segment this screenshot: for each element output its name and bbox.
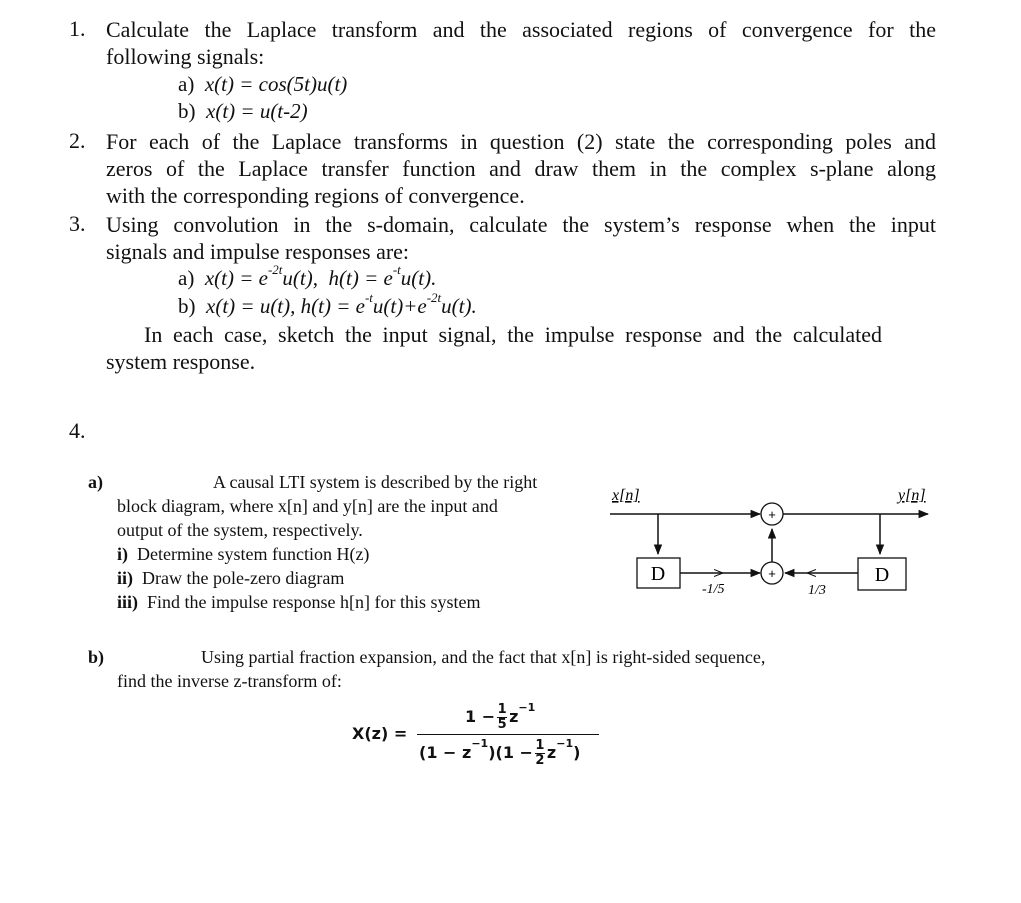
fraction-bar [417, 734, 599, 735]
q3-a [178, 262, 437, 291]
q3-a-h-exp: -t [392, 262, 401, 277]
q1-a-label: a) [178, 72, 195, 96]
num-lead: 1 − [465, 707, 496, 726]
q3-b-exp1: -t [364, 290, 373, 305]
formula-denominator [419, 737, 581, 768]
q1-b-label: b) [178, 99, 196, 123]
q4a-i-label: i) [117, 544, 128, 564]
input-label: x[n] [612, 487, 640, 504]
q4-number: 4. [69, 418, 86, 443]
q2-number: 2. [69, 128, 86, 153]
gain-right: 1/3 [808, 583, 826, 598]
q3-b-tail: u(t). [441, 294, 477, 318]
q1-b-expr: x(t) = u(t-2) [206, 99, 308, 123]
q3-note [106, 321, 882, 375]
den-frac-d: 2 [535, 753, 545, 768]
adder-bottom-sign: + [768, 566, 776, 581]
q3-a-x-tail: u(t), [282, 266, 318, 290]
num-frac-d: 5 [497, 717, 507, 732]
num-frac-n: 1 [497, 702, 507, 717]
q3-line1: Using convolution in the s-domain, calculate the system’s response when the input [106, 212, 936, 237]
q3-b-label: b) [178, 294, 196, 318]
block-diagram [600, 478, 940, 608]
den-tail: z [546, 743, 557, 762]
den-frac [535, 740, 545, 767]
q3-b-x: x(t) = u(t), h(t) = e [206, 294, 365, 318]
q3-a-h-tail: u(t). [400, 266, 437, 290]
q3-a-h: h(t) = e [328, 266, 393, 290]
q3-a-x: x(t) = e [204, 266, 268, 290]
den-frac-n: 1 [535, 738, 545, 753]
q1-a-expr: x(t) = cos(5t)u(t) [204, 72, 348, 96]
q1-line2: following signals: [106, 44, 265, 69]
formula-fraction [417, 694, 599, 770]
den-close: ) [573, 743, 581, 762]
q3-number: 3. [69, 211, 86, 236]
q4a-line1: A causal LTI system is described by the right [213, 472, 538, 492]
q3-note-line2: system response. [106, 349, 256, 374]
q2-line2: zeros of the Laplace transfer function and draw them in the complex s-plane along [106, 156, 936, 181]
q1-b [178, 99, 308, 124]
q2-text [106, 128, 936, 209]
den-exp1: −1 [471, 737, 489, 750]
num-frac [497, 704, 507, 731]
q4b-text [117, 645, 837, 693]
den-exp2: −1 [556, 737, 574, 750]
q2-line3: with the corresponding regions of convergence. [106, 183, 525, 208]
q4a-text [117, 470, 572, 614]
q3-b-exp2: -2t [426, 290, 442, 305]
num-exp: −1 [518, 701, 536, 714]
q3-a-label: a) [178, 266, 195, 290]
q1-line1: Calculate the Laplace transform and the associated regions of convergence for the [106, 17, 936, 42]
q4b-line2: find the inverse z-transform of: [117, 671, 342, 691]
gain-left: -1/5 [702, 582, 725, 597]
formula-numerator [465, 701, 536, 732]
q1-number: 1. [69, 16, 86, 41]
output-label: y[n] [898, 487, 926, 504]
q1-a [178, 72, 347, 97]
adder-top-sign: + [768, 507, 776, 522]
q3-b [178, 290, 477, 319]
q4a-line3: output of the system, respectively. [117, 520, 363, 540]
q2-line1: For each of the Laplace transforms in question (2) state the corresponding poles and [106, 129, 936, 154]
q4b-label: b) [88, 647, 105, 667]
q4a-iii-label: iii) [117, 592, 138, 612]
den-lead: (1 − z [419, 743, 472, 762]
den-mid: )(1 − [488, 743, 533, 762]
q3-line2: signals and impulse responses are: [106, 239, 410, 264]
q4a-i-text: Determine system function H(z) [137, 544, 370, 564]
q4a-iii-text: Find the impulse response h[n] for this system [147, 592, 481, 612]
q3-note-line1: In each case, sketch the input signal, the impulse response and the calculated [144, 322, 882, 347]
q4a-ii-text: Draw the pole-zero diagram [142, 568, 345, 588]
q4a-ii-label: ii) [117, 568, 133, 588]
q3-b-mid: u(t)+e [372, 294, 427, 318]
formula-lhs: X(z) = [352, 724, 408, 743]
delay-right: D [874, 564, 890, 586]
delay-left: D [650, 563, 666, 585]
q4a-line2: block diagram, where x[n] and y[n] are the input and [117, 496, 498, 516]
q3-a-x-exp: -2t [267, 262, 283, 277]
q3-text [106, 211, 936, 265]
q4a-label: a) [88, 472, 103, 492]
num-tail: z [509, 707, 519, 726]
q4b-line1: Using partial fraction expansion, and the fact that x[n] is right-sided sequence, [201, 647, 766, 667]
q1-text [106, 16, 936, 70]
